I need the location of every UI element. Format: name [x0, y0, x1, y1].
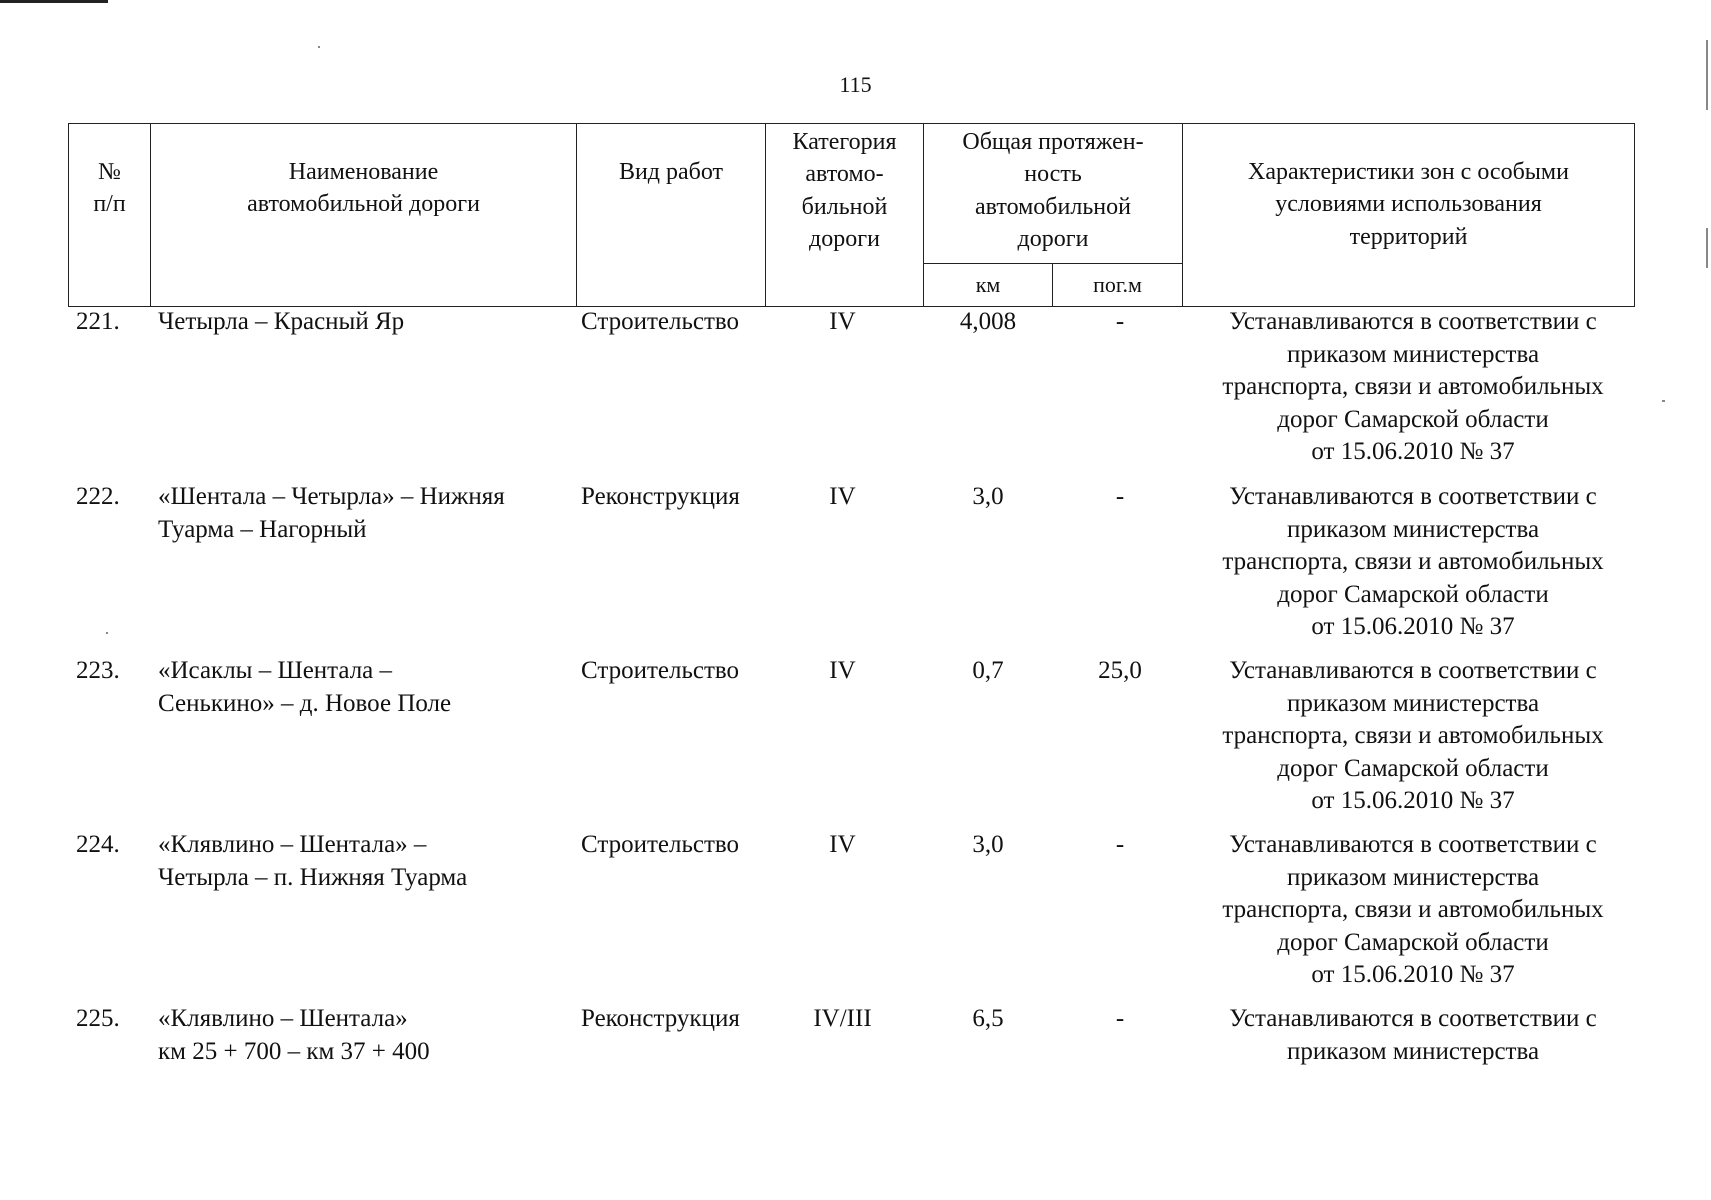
row-number: 225.	[76, 1005, 120, 1032]
zone-characteristics: Устанавливаются в соответствии с приказом министерства транспорта, связи и автомобильных дорог Самарской области от 15.06.2010 № 37	[1222, 308, 1604, 465]
road-name: Четырла – Красный Яр	[158, 308, 405, 335]
header-road-category: Категория автомо- бильной дороги	[766, 124, 924, 307]
road-name: «Клявлино – Шентала» – Четырла – п. Нижняя Туарма	[158, 831, 468, 891]
header-zone-characteristics: Характеристики зон с особыми условиями использования территорий	[1183, 124, 1635, 307]
length-km: 4,008	[959, 308, 1017, 335]
work-type: Реконструкция	[581, 483, 740, 510]
scan-speck	[1706, 228, 1708, 268]
length-km: 6,5	[972, 1005, 1004, 1032]
road-name: «Клявлино – Шентала» км 25 + 700 – км 37 + 400	[158, 1005, 430, 1065]
work-type: Строительство	[581, 831, 740, 858]
header-work-type: Вид работ	[577, 124, 766, 307]
road-category: IV/III	[813, 1005, 872, 1032]
scan-speck	[318, 46, 320, 48]
row-number: 221.	[76, 308, 120, 335]
length-km: 0,7	[972, 657, 1004, 684]
header-road-name: Наименование автомобильной дороги	[151, 124, 577, 307]
length-linear-meters: -	[1115, 483, 1125, 510]
work-type: Строительство	[581, 657, 740, 684]
road-name: «Шентала – Четырла» – Нижняя Туарма – Нагорный	[158, 483, 505, 543]
row-number: 224.	[76, 831, 120, 858]
road-category: IV	[829, 483, 856, 510]
road-category: IV	[829, 657, 856, 684]
header-km: км	[924, 264, 1053, 307]
length-linear-meters: 25,0	[1098, 657, 1142, 684]
road-category: IV	[829, 308, 856, 335]
zone-characteristics: Устанавливаются в соответствии с приказом министерства транспорта, связи и автомобильных дорог Самарской области от 15.06.2010 № 37	[1222, 483, 1604, 640]
length-km: 3,0	[972, 831, 1004, 858]
row-number: 222.	[76, 483, 120, 510]
header-total-length: Общая протяжен- ность автомобильной дороги	[924, 124, 1183, 264]
page-number: 115	[839, 72, 872, 97]
length-linear-meters: -	[1115, 308, 1125, 335]
length-linear-meters: -	[1115, 831, 1125, 858]
row-number: 223.	[76, 657, 120, 684]
scan-speck	[1662, 400, 1665, 402]
length-linear-meters: -	[1115, 1005, 1125, 1032]
header-number: № п/п	[69, 124, 151, 307]
zone-characteristics: Устанавливаются в соответствии с приказом министерства	[1229, 1005, 1597, 1065]
length-km: 3,0	[972, 483, 1004, 510]
work-type: Строительство	[581, 308, 740, 335]
work-type: Реконструкция	[581, 1005, 740, 1032]
zone-characteristics: Устанавливаются в соответствии с приказом министерства транспорта, связи и автомобильных дорог Самарской области от 15.06.2010 № 37	[1222, 831, 1604, 988]
table-header	[68, 123, 1635, 307]
road-category: IV	[829, 831, 856, 858]
header-linear-meters: пог.м	[1053, 264, 1183, 307]
road-name: «Исаклы – Шентала – Сенькино» – д. Новое Поле	[158, 657, 452, 717]
scan-speck	[106, 632, 108, 634]
zone-characteristics: Устанавливаются в соответствии с приказом министерства транспорта, связи и автомобильных дорог Самарской области от 15.06.2010 № 37	[1222, 657, 1604, 814]
scan-edge-mark	[0, 0, 108, 3]
